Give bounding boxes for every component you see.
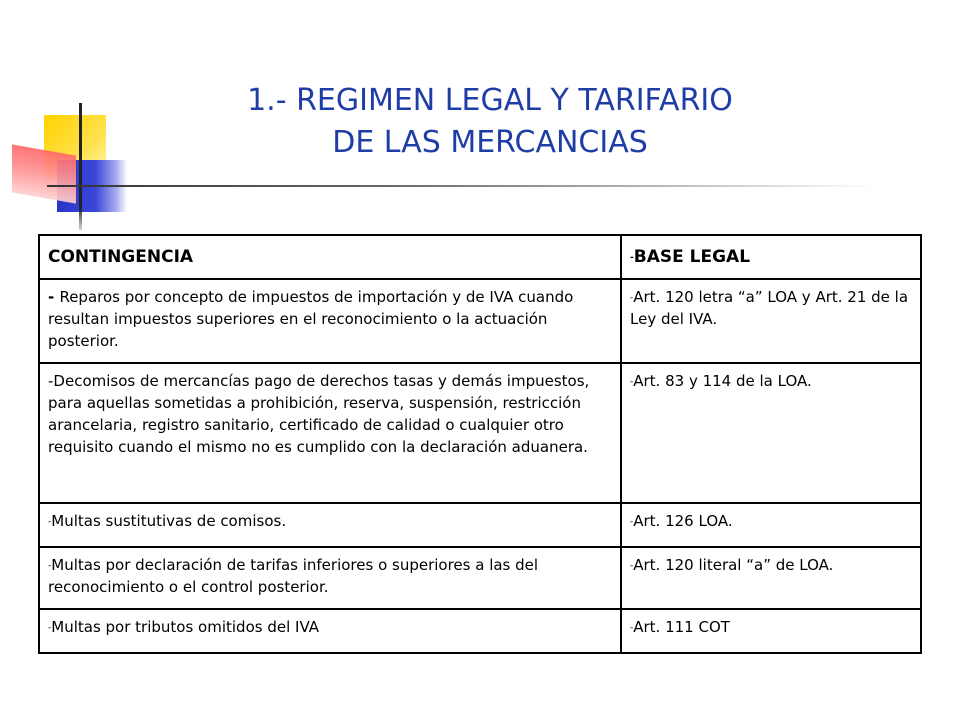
legal-basis-text: Art. 83 y 114 de la LOA.: [633, 372, 812, 390]
vertical-rule: [79, 103, 82, 230]
table-row: [39, 547, 921, 609]
red-square-decoration: [12, 144, 76, 203]
dash-prefix: -: [48, 561, 52, 571]
dash-prefix: -: [630, 293, 634, 303]
table-row: [39, 609, 921, 653]
dash-prefix: -: [630, 623, 634, 633]
legal-basis-cell: [621, 609, 921, 653]
table-row: [39, 363, 921, 503]
header-contingencia: CONTINGENCIA: [39, 235, 621, 279]
dash-prefix: -: [48, 623, 52, 633]
header-base-legal: [621, 235, 921, 279]
contingency-cell: [39, 279, 621, 363]
dash-prefix: -: [630, 517, 634, 527]
legal-basis-text: Art. 111 COT: [633, 618, 730, 636]
title-line-1: 1.- REGIMEN LEGAL Y TARIFARIO: [247, 83, 733, 118]
legal-basis-cell: [621, 363, 921, 503]
contingency-text: Multas por declaración de tarifas inferiores o superiores a las del reconocimiento o el control posterior.: [48, 556, 539, 596]
dash-prefix: -: [630, 561, 634, 571]
title-line-2: DE LAS MERCANCIAS: [332, 125, 648, 160]
dash-prefix: -: [630, 253, 634, 263]
horizontal-rule: [47, 185, 877, 187]
legal-basis-cell: [621, 279, 921, 363]
dash-prefix: -: [48, 517, 52, 527]
legal-basis-cell: [621, 547, 921, 609]
table-row: [39, 503, 921, 547]
table-header-row: [39, 235, 921, 279]
contingency-text: Multas sustitutivas de comisos.: [51, 512, 287, 530]
contingency-text: Reparos por concepto de impuestos de importación y de IVA cuando resultan impuestos superiores en el reconocimiento o la actuación posterior.: [48, 288, 574, 350]
legal-basis-text: Art. 120 literal “a” de LOA.: [633, 556, 834, 574]
contingency-cell: [39, 363, 621, 503]
contingency-cell: [39, 609, 621, 653]
dash-prefix: -: [48, 372, 54, 390]
contingency-cell: [39, 547, 621, 609]
contingency-table: [38, 234, 922, 654]
contingency-cell: [39, 503, 621, 547]
contingency-text: Decomisos de mercancías pago de derechos tasas y demás impuestos, para aquellas sometidas a prohibición, reserva, suspensión, restricción arancelaria, registro sanitario, certificado de calidad o cualquier otro requisito cuando el mismo no es cumplido con la declaración aduanera.: [48, 372, 590, 456]
table-row: [39, 279, 921, 363]
header-base-legal-label: BASE LEGAL: [633, 247, 751, 267]
dash-prefix: -: [48, 288, 60, 306]
dash-prefix: -: [630, 377, 634, 387]
contingency-text: Multas por tributos omitidos del IVA: [51, 618, 320, 636]
slide-title: [120, 80, 860, 164]
legal-basis-text: Art. 126 LOA.: [633, 512, 733, 530]
legal-basis-cell: [621, 503, 921, 547]
legal-basis-text: Art. 120 letra “a” LOA y Art. 21 de la Ley del IVA.: [630, 288, 909, 328]
